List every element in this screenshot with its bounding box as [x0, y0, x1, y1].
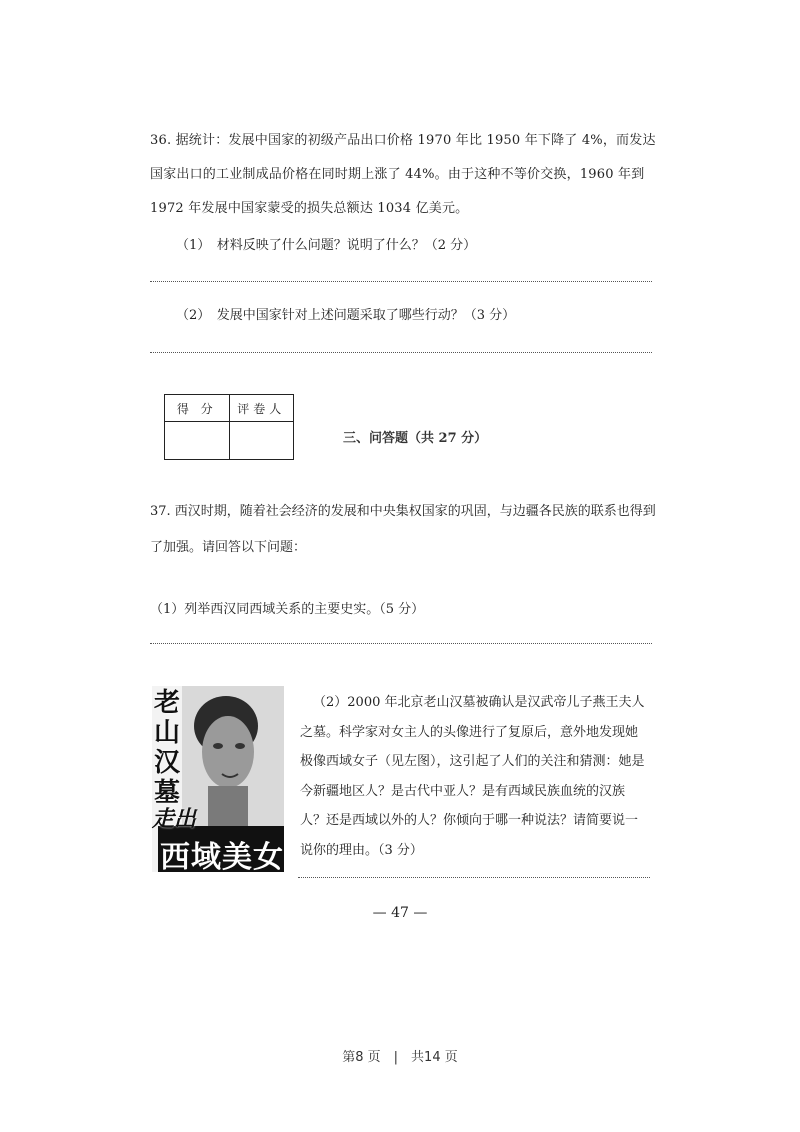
question-36-text: 36. 据统计：发展中国家的初级产品出口价格 1970 年比 1950 年下降了 4%，而发达国家出口的工业制成品价格在同时期上涨了 44%。由于这种不等价交换，1960 年到 1972 年发展中国家蒙受的损失总额达 1034 亿美元。 [150, 133, 656, 216]
figure-title-char: 汉 [154, 748, 181, 778]
figure-title-char: 老 [154, 688, 181, 718]
answer-line [150, 352, 652, 353]
answer-line [150, 281, 652, 282]
figure-vertical-title [154, 688, 184, 808]
question-36-sub1: （1） 材料反映了什么问题？说明了什么？（2 分） [176, 238, 477, 253]
question-37-text: 37. 西汉时期，随着社会经济的发展和中央集权国家的巩固，与边疆各民族的联系也得到了加强。请回答以下问题： [150, 504, 656, 555]
scan-page-number: — 47 — [372, 905, 428, 921]
figure-overlay-text: 走出 [152, 806, 197, 832]
section-title: 三、问答题（共 27 分） [343, 431, 488, 446]
grader-header: 评卷人 [229, 395, 294, 422]
score-table [164, 394, 294, 460]
score-cell [165, 422, 230, 460]
score-header: 得 分 [165, 395, 230, 422]
question-36-sub2: （2） 发展中国家针对上述问题采取了哪些行动？（3 分） [176, 308, 516, 323]
page-footer: 第8 页 | 共14 页 [342, 1050, 458, 1065]
answer-line [150, 643, 652, 644]
grader-cell [229, 422, 294, 460]
answer-line [298, 877, 650, 878]
figure-caption: 西域美女 [160, 840, 284, 875]
portrait-figure [152, 686, 284, 875]
question-37-sub2: （2）2000 年北京老山汉墓被确认是汉武帝儿子燕王夫人之墓。科学家对女主人的头像进行了复原后，意外地发现她极像西域女子（见左图），这引起了人们的关注和猜测：她是今新疆地区人？是古代中亚人？是有西域民族血统的汉族人？还是西域以外的人？你倾向于哪一种说法？请简要说一说你的理由。（3 分） [300, 695, 645, 858]
figure-title-char: 山 [154, 718, 181, 748]
figure-title-char: 墓 [154, 778, 181, 808]
question-37-sub1: （1）列举西汉同西域关系的主要史实。（5 分） [150, 602, 425, 617]
